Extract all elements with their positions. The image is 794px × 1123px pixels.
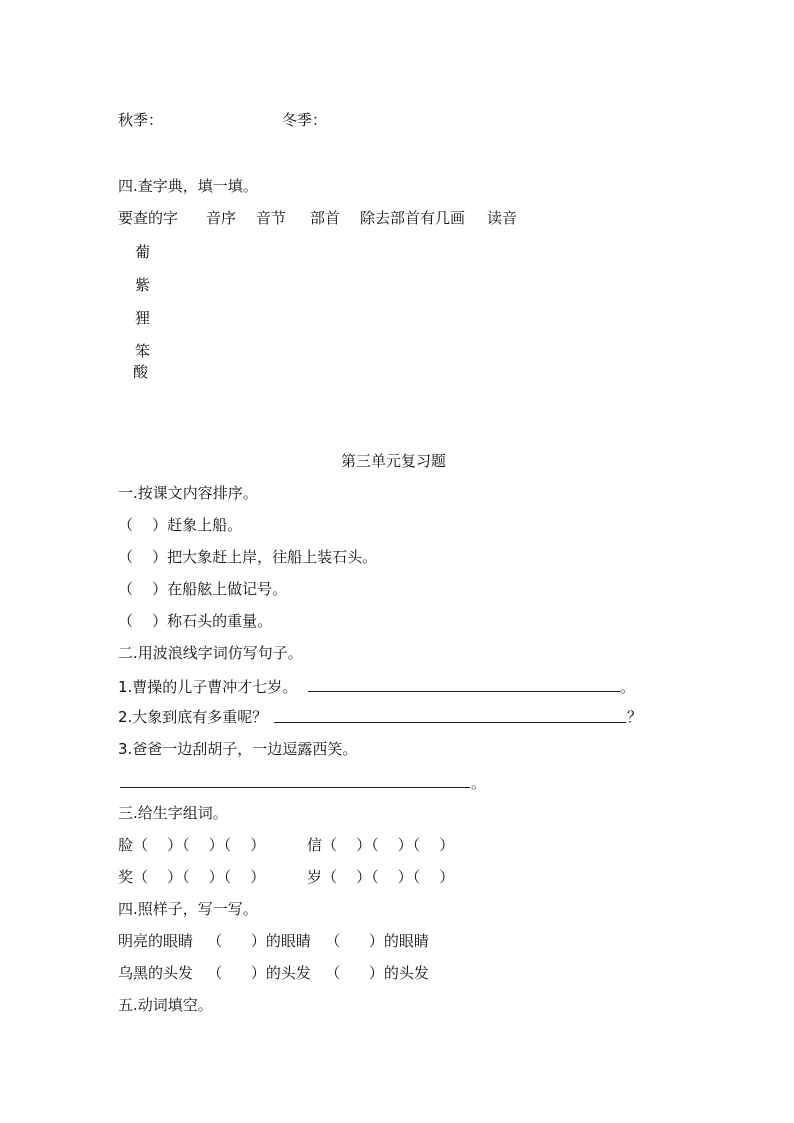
- answer-line-q3[interactable]: [120, 787, 470, 788]
- table-char: 笨: [135, 342, 151, 360]
- s2-q2: 2.大象到底有多重呢？: [118, 708, 268, 726]
- table-header-reading: 读音: [487, 209, 518, 227]
- pattern-row: 乌黑的头发 （ ）的头发 （ ）的头发: [118, 964, 429, 982]
- table-char: 狸: [135, 309, 151, 327]
- autumn-label: 秋季：: [118, 111, 164, 129]
- table-char: 葡: [135, 243, 151, 261]
- table-header-strokes: 除去部首有几画: [360, 209, 466, 227]
- order-item: （ ）在船舷上做记号。: [118, 580, 288, 598]
- winter-label: 冬季：: [282, 111, 328, 129]
- page-title: 第三单元复习题: [341, 452, 447, 470]
- word-group-row: 岁（ ）（ ）（ ）: [307, 868, 455, 886]
- answer-line-q1[interactable]: [308, 691, 620, 692]
- s3-title: 三.给生字组词。: [118, 804, 228, 822]
- s4-title: 四.照样子，写一写。: [118, 900, 258, 918]
- pattern-row: 明亮的眼睛 （ ）的眼睛 （ ）的眼睛: [118, 932, 429, 950]
- order-item: （ ）把大象赶上岸，往船上装石头。: [118, 548, 378, 566]
- table-char: 紫: [135, 276, 151, 294]
- table-header-radical: 部首: [310, 209, 341, 227]
- table-char: 酸: [133, 363, 149, 381]
- table-header-initial: 音序: [206, 209, 237, 227]
- s2-q3-end: 。: [471, 774, 487, 792]
- answer-line-q2[interactable]: [274, 722, 626, 723]
- word-group-row: 脸（ ）（ ）（ ）: [118, 836, 266, 854]
- s2-q3: 3.爸爸一边刮胡子，一边逗露西笑。: [118, 740, 358, 758]
- s2-q2-end: ？: [627, 708, 643, 726]
- word-group-row: 奖（ ）（ ）（ ）: [118, 868, 266, 886]
- table-header-char: 要查的字: [118, 209, 179, 227]
- table-header-syllable: 音节: [256, 209, 287, 227]
- word-group-row: 信（ ）（ ）（ ）: [307, 836, 455, 854]
- order-item: （ ）赶象上船。: [118, 516, 243, 534]
- s5-title: 五.动词填空。: [118, 996, 213, 1014]
- order-item: （ ）称石头的重量。: [118, 612, 273, 630]
- s2-title: 二.用波浪线字词仿写句子。: [118, 644, 303, 662]
- s2-q1: 1.曹操的儿子曹冲才七岁。: [118, 678, 298, 696]
- s1-title: 一.按课文内容排序。: [118, 484, 258, 502]
- s2-q1-end: 。: [620, 678, 636, 696]
- section4-title: 四.查字典，填一填。: [118, 177, 258, 195]
